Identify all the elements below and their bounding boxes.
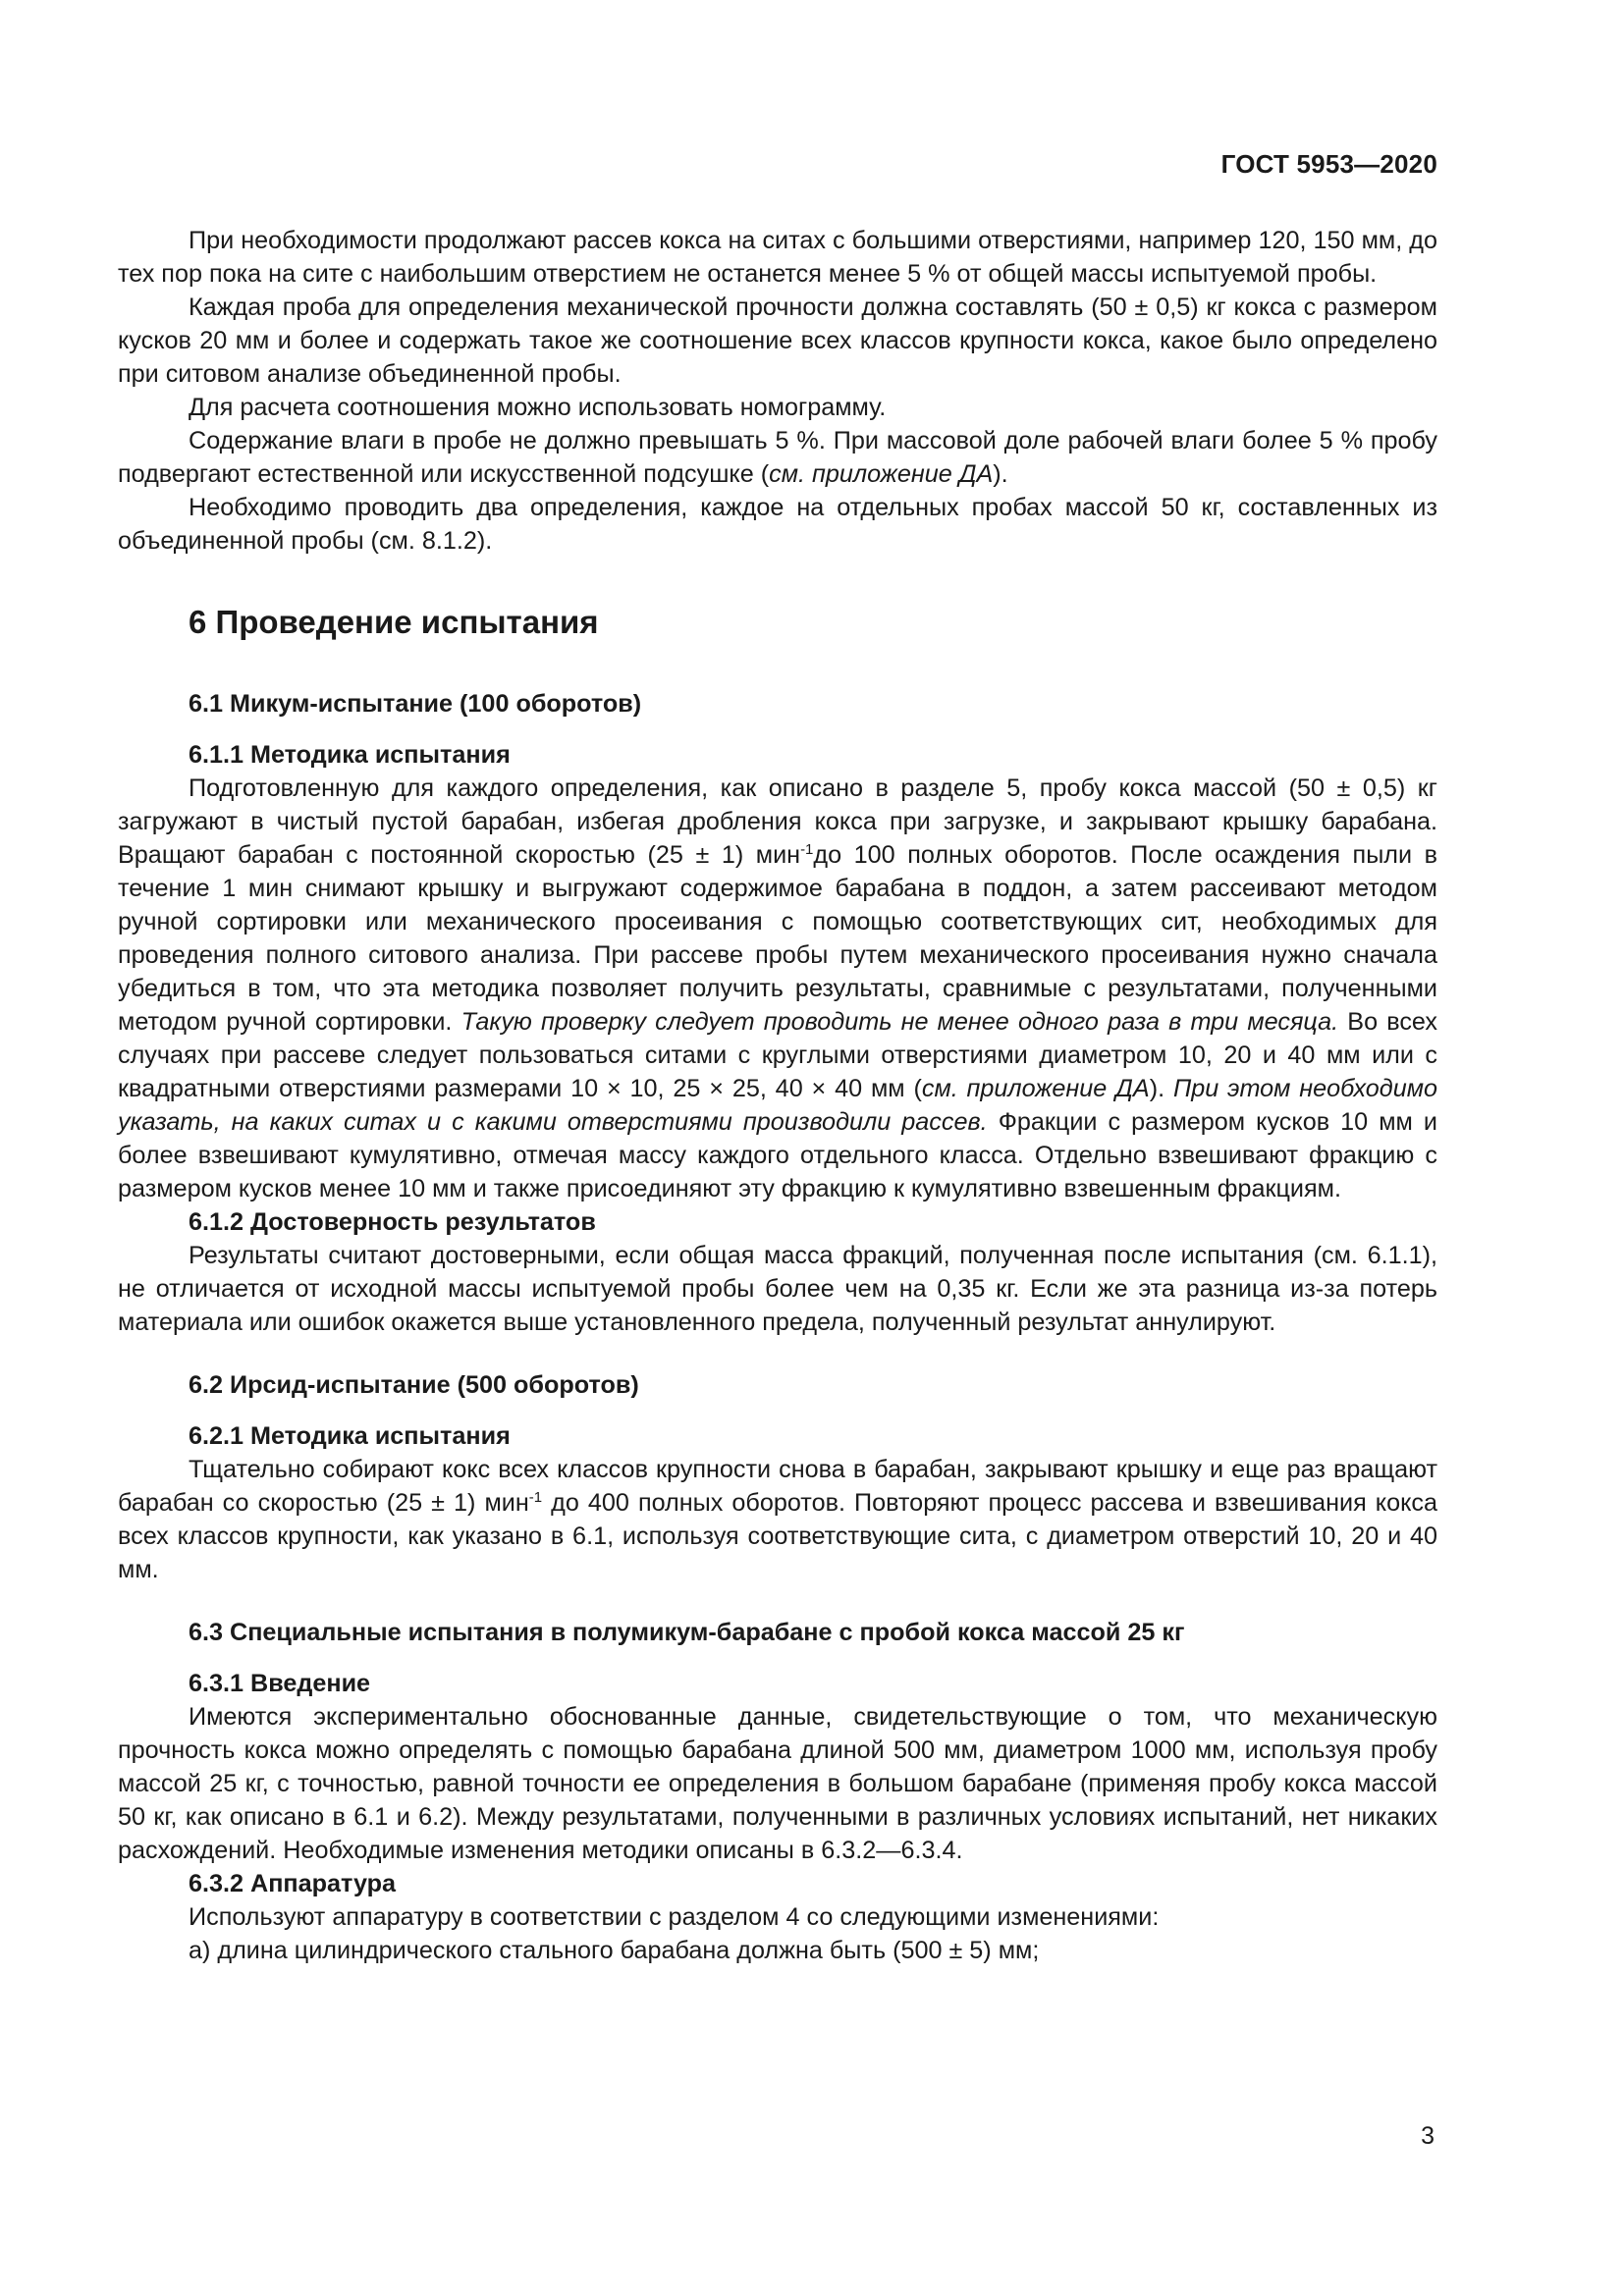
document-code-header: ГОСТ 5953—2020 — [1220, 149, 1437, 179]
text-run: Тщательно собирают кокс всех классов крупности снова в барабан, закрывают крышку и еще раз вращают барабан со скоростью (25 ± 1) мин — [118, 1456, 1437, 1517]
italic-reference: см. приложение ДА — [769, 460, 994, 488]
clause-heading: 6.2.1 Методика испытания — [189, 1422, 511, 1450]
paragraph — [118, 1453, 1437, 1586]
paragraph: Используют аппаратуру в соответствии с разделом 4 со следующими изменениями: — [189, 1903, 1160, 1931]
text-run: Фракции с размером кусков 10 мм и более взвешивают кумулятивно, отмечая массу каждого отдельного класса. Отдельно взвешивают фракцию с размером кусков менее 10 мм и также присоединяют эту фракцию к кумулятивно взвешенным фракциям. — [118, 1108, 1437, 1202]
text-run: Подготовленную для каждого определения, как описано в разделе 5, пробу кокса массой (50 ± 0,5) кг загружают в чистый пустой барабан, избегая дробления кокса при загрузке, и закрывают крышку барабана. Вращают барабан с постоянной скоростью (25 ± 1) мин — [118, 774, 1437, 869]
paragraph: При необходимости продолжают рассев кокса на ситах с большими отверстиями, например 120, 150 мм, до тех пор пока на сите с наибольшим отверстием не останется менее 5 % от общей массы испытуемой пробы. — [118, 227, 1437, 288]
clause-heading: 6.3.2 Аппаратура — [189, 1870, 397, 1897]
text-run: до 100 полных оборотов. После осаждения пыли в течение 1 мин снимают крышку и выгружают содержимое барабана в поддон, а затем рассеивают методом ручной сортировки или механического просеивания с помощью соответствующих сит, необходимых для проведения полного ситового анализа. При рассеве пробы путем механического просеивания нужно сначала убедиться в том, что эта методика позволяет получить результаты, сравнимые с результатами, полученными методом ручной сортировки. — [118, 841, 1437, 1036]
clause-heading: 6.1.2 Достоверность результатов — [189, 1208, 596, 1236]
paragraph: Для расчета соотношения можно использовать номограмму. — [189, 394, 887, 421]
subsection-heading: 6.1 Микум-испытание (100 оборотов) — [189, 690, 642, 718]
italic-text: Такую проверку следует проводить не менее одного раза в три месяца. — [460, 1008, 1339, 1036]
paragraph: Каждая проба для определения механической прочности должна составлять (50 ± 0,5) кг кокса с размером кусков 20 мм и более и содержать такое же соотношение всех классов крупности кокса, какое было определено при ситовом анализе объединенной пробы. — [118, 294, 1437, 388]
italic-reference: см. приложение ДА — [921, 1075, 1150, 1102]
superscript: -1 — [800, 841, 814, 858]
subsection-heading: 6.3 Специальные испытания в полумикум-барабане с пробой кокса массой 25 кг — [189, 1619, 1185, 1646]
paragraph — [118, 424, 1437, 491]
text-run: ). — [1149, 1075, 1173, 1102]
list-item: а) длина цилиндрического стального барабана должна быть (500 ± 5) мм; — [189, 1937, 1040, 1964]
text-run: Содержание влаги в пробе не должно превышать 5 %. При массовой доле рабочей влаги более 5 % пробу подвергают естественной или искусственной подсушке ( — [118, 427, 1437, 488]
section-heading: 6 Проведение испытания — [189, 604, 599, 640]
subsection-heading: 6.2 Ирсид-испытание (500 оборотов) — [189, 1371, 639, 1399]
clause-heading: 6.1.1 Методика испытания — [189, 741, 511, 769]
text-run: до 400 полных оборотов. Повторяют процесс рассева и взвешивания кокса всех классов крупности, как указано в 6.1, используя соответствующие сита, с диаметром отверстий 10, 20 и 40 мм. — [118, 1489, 1437, 1583]
superscript: -1 — [528, 1489, 543, 1506]
paragraph: Необходимо проводить два определения, каждое на отдельных пробах массой 50 кг, составленных из объединенной пробы (см. 8.1.2). — [118, 494, 1437, 555]
page-number: 3 — [1421, 2122, 1435, 2150]
page-body — [118, 224, 1437, 1967]
italic-text: При этом необходимо указать, на каких ситах и с какими отверстиями производили рассев. — [118, 1075, 1437, 1136]
paragraph: Результаты считают достоверными, если общая масса фракций, полученная после испытания (см. 6.1.1), не отличается от исходной массы испытуемой пробы более чем на 0,35 кг. Если же эта разница из-за потерь материала или ошибок окажется выше установленного предела, полученный результат аннулируют. — [118, 1242, 1437, 1336]
text-run: Во всех случаях при рассеве следует пользоваться ситами с круглыми отверстиями диаметром 10, 20 и 40 мм или с квадратными отверстиями размерами 10 × 10, 25 × 25, 40 × 40 мм ( — [118, 1008, 1437, 1102]
text-run: ). — [993, 460, 1008, 488]
paragraph: Имеются экспериментально обоснованные данные, свидетельствующие о том, что механическую прочность кокса можно определять с помощью барабана длиной 500 мм, диаметром 1000 мм, используя пробу массой 25 кг, с точностью, равной точности ее определения в большом барабане (применяя пробу кокса массой 50 кг, как описано в 6.1 и 6.2). Между результатами, полученными в различных условиях испытаний, нет никаких расхождений. Необходимые изменения методики описаны в 6.3.2—6.3.4. — [118, 1703, 1437, 1864]
paragraph — [118, 772, 1437, 1205]
clause-heading: 6.3.1 Введение — [189, 1670, 371, 1697]
